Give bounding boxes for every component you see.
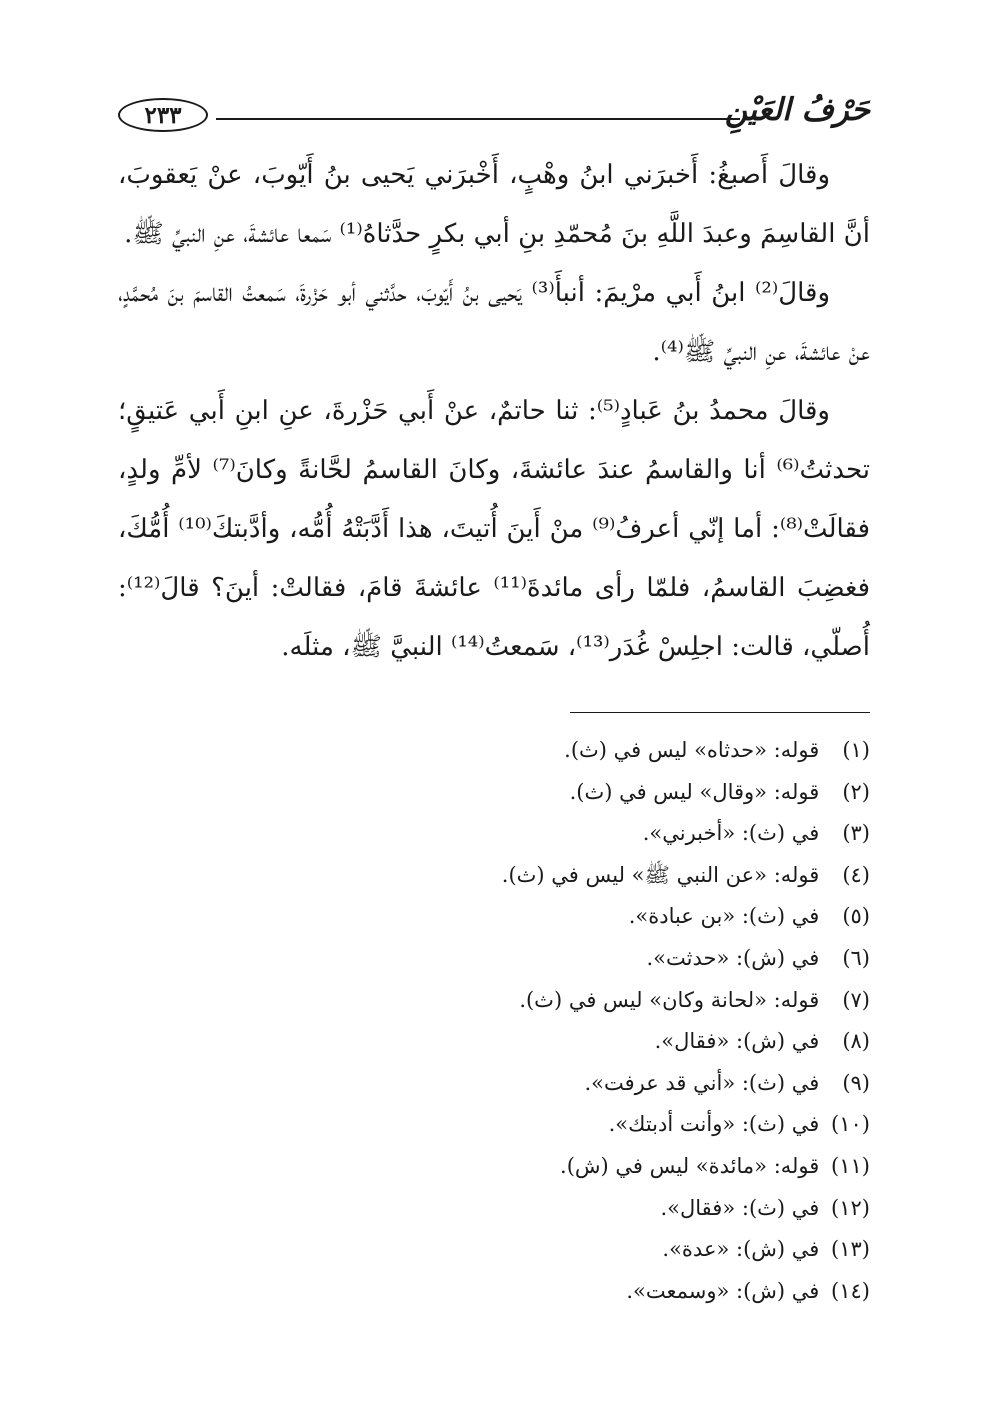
footnote-text: قوله: «مائدة» ليس في (ش). <box>560 1153 820 1178</box>
footnote-text: في (ث): «وأنت أدبتك». <box>608 1112 820 1137</box>
footnote-number: (٦) <box>842 945 870 970</box>
page-number: ٢٣٣ <box>118 98 208 132</box>
footnote-number: (١٤) <box>831 1278 870 1303</box>
paragraph: وقالَ محمدُ بنُ عَبادٍ⁽⁵⁾: ثنا حاتمٌ، عنْ أَبي حَزْرةَ، عنِ ابنِ أَبي عَتيقٍ؛ تحدثتُ⁽⁶⁾ أنا والقاسمُ عندَ عائشةَ، وكانَ القاسمُ لحَّانةً وكانَ⁽⁷⁾ لأمِّ ولدٍ، فقالَتْ⁽⁸⁾: أما إنّي أعرفُ⁽⁹⁾ منْ أَينَ أُتيتَ، هذا أَدَّبَتْهُ أُمُّه، وأدَّبتكَ⁽¹⁰⁾ أُمُّكَ، فغضِبَ القاسمُ، فلمّا رأى مائدةَ⁽¹¹⁾ عائشةَ قامَ، فقالتْ: أينَ؟ قالَ⁽¹²⁾: أُصلّي، قالت: اجلِسْ غُدَر⁽¹³⁾، سَمعتُ⁽¹⁴⁾ النبيَّ ﷺ، مثلَه. <box>118 396 871 662</box>
footnote-number: (٢) <box>842 779 870 804</box>
footnote-text: في (ث): «بن عبادة». <box>628 904 820 929</box>
footnote <box>270 1063 870 1105</box>
footnote-text: في (ش): «وسمعت». <box>626 1278 820 1303</box>
footnote-number: (٨) <box>842 1029 870 1054</box>
footnote-number: (١٢) <box>831 1195 870 1220</box>
footnote <box>270 1146 870 1188</box>
footnote-number: (١١) <box>831 1153 870 1178</box>
footnote-text: قوله: «لحانة وكان» ليس في (ث). <box>519 987 820 1012</box>
footnote-text: في (ش): «عدة». <box>662 1237 820 1262</box>
footnotes-list <box>270 730 870 1312</box>
footnote-separator <box>570 712 870 713</box>
footnote <box>270 855 870 897</box>
footnote-number: (١) <box>842 738 870 762</box>
footnote <box>270 730 870 772</box>
footnote-text: قوله: «عن النبي ﷺ» ليس في (ث). <box>501 862 820 887</box>
page-header <box>118 92 870 142</box>
footnote-text: في (ش): «فقال». <box>654 1029 820 1054</box>
footnote-number: (١٠) <box>831 1112 870 1137</box>
footnote <box>270 938 870 980</box>
running-title: حَرْفُ العَيْنِ <box>724 92 870 128</box>
footnote <box>270 813 870 855</box>
footnote <box>270 980 870 1022</box>
footnote-text: قوله: «حدثاه» ليس في (ث). <box>564 738 820 762</box>
footnote-text: في (ث): «فقال». <box>660 1195 820 1220</box>
footnote <box>270 1104 870 1146</box>
footnote-number: (٧) <box>842 987 870 1012</box>
footnote-text: في (ش): «حدثت». <box>646 945 820 970</box>
paragraph: وقالَ أَصبغُ: أَخبرَني ابنُ وهْبٍ، أَخْبرَني يَحيى بنُ أَيّوبَ، عنْ يَعقوبَ، أنَّ القاسِمَ وعبدَ اللَّهِ بنَ مُحمّدِ بنِ أبي بكرٍ حدَّثاهُ⁽¹⁾ سَمعا عائشةَ، عنِ النبيِّ ﷺ. <box>118 160 870 249</box>
footnote-text: في (ث): «أخبرني». <box>642 821 820 846</box>
footnote <box>270 1271 870 1313</box>
footnote <box>270 1021 870 1063</box>
footnote-number: (٤) <box>842 862 870 887</box>
header-rule <box>216 118 740 120</box>
footnote <box>270 1188 870 1230</box>
footnote-text: قوله: «وقال» ليس في (ث). <box>569 779 820 804</box>
paragraph: وقالَ⁽²⁾ ابنُ أَبي مرْيمَ: أنبأَ⁽³⁾ يَحيى بنُ أَيّوبَ، حدَّثني أبو حَزْرةَ، سَمعتُ القاسمَ بنَ مُحمَّدٍ، عنْ عائشةَ، عنِ النبيِّ ﷺ⁽⁴⁾. <box>118 278 870 367</box>
footnote <box>270 1229 870 1271</box>
footnote-number: (٥) <box>842 904 870 929</box>
footnote-text: في (ث): «أني قد عرفت». <box>584 1070 820 1095</box>
footnote <box>270 772 870 814</box>
footnote-number: (٣) <box>842 821 870 846</box>
footnote <box>270 896 870 938</box>
footnote-number: (١٣) <box>831 1237 870 1262</box>
footnote-number: (٩) <box>842 1070 870 1095</box>
main-text <box>118 146 870 677</box>
